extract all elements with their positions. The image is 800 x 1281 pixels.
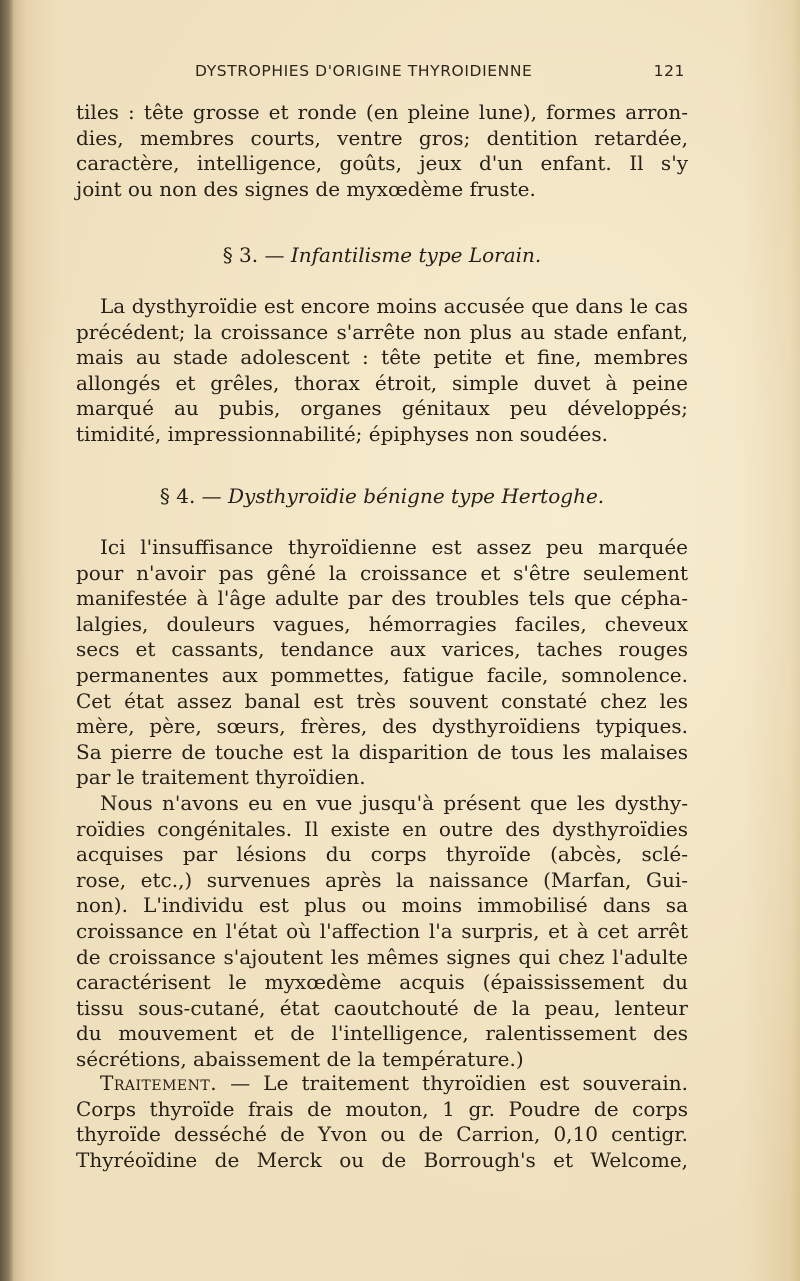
paragraph-section-4	[76, 535, 688, 1072]
text-line: mère, père, sœurs, frères, des dysthyroïdiens typiques.	[76, 714, 688, 739]
text-line: secs et cassants, tendance aux varices, taches rouges	[76, 637, 688, 662]
text-line: Corps thyroïde frais de mouton, 1 gr. Poudre de corps	[76, 1096, 688, 1121]
section-number: § 3. —	[222, 243, 285, 267]
text-line: précédent; la croissance s'arrête non plus au stade enfant,	[76, 319, 688, 344]
text-line: La dysthyroïdie est encore moins accusée que dans le cas	[100, 294, 688, 318]
text-line: lalgies, douleurs vagues, hémorragies faciles, cheveux	[76, 611, 688, 636]
text-line: thyroïde desséché de Yvon ou de Carrion, 0,10 centigr.	[76, 1122, 688, 1147]
text-line: Nous n'avons eu en vue jusqu'à présent que les dysthy-	[100, 790, 688, 815]
section-heading-3	[76, 242, 688, 268]
text-line: croissance en l'état où l'affection l'a surpris, et à cet arrêt	[76, 918, 688, 943]
traitement-intro: — Le traitement thyroïdien est souverain.	[217, 1071, 688, 1095]
page-number: 121	[653, 62, 685, 80]
book-spine-shadow	[0, 0, 14, 1281]
text-line: dies, membres courts, ventre gros; dentition retardée,	[76, 125, 688, 150]
running-title: DYSTROPHIES D'ORIGINE THYROIDIENNE	[195, 62, 533, 80]
text-line: rose, etc.,) survenues après la naissance (Marfan, Gui-	[76, 867, 688, 892]
text-line	[76, 1071, 688, 1097]
running-header	[195, 62, 685, 84]
text-line: caractère, intelligence, goûts, jeux d'un enfant. Il s'y	[76, 151, 688, 176]
text-line: joint ou non des signes de myxœdème fruste.	[76, 176, 536, 201]
text-line: Ici l'insuffisance thyroïdienne est assez peu marquée	[100, 535, 688, 559]
text-line: permanentes aux pommettes, fatigue facile, somnolence.	[76, 662, 688, 687]
text-line: du mouvement et de l'intelligence, ralentissement des	[76, 1021, 688, 1046]
traitement-label: Traitement.	[100, 1071, 218, 1095]
section-title: Infantilisme type Lorain.	[290, 243, 542, 267]
text-line: acquises par lésions du corps thyroïde (abcès, sclé-	[76, 842, 688, 867]
text-line: pour n'avoir pas gêné la croissance et s'être seulement	[76, 560, 688, 585]
text-line: Sa pierre de touche est la disparition de tous les malaises	[76, 739, 688, 764]
text-line: tiles : tête grosse et ronde (en pleine lune), formes arron-	[76, 100, 688, 124]
text-line: roïdies congénitales. Il existe en outre des dysthyroïdies	[76, 816, 688, 841]
text-line: Cet état assez banal est très souvent constaté chez les	[76, 688, 688, 713]
paragraph-section-3	[76, 294, 688, 448]
text-line: de croissance s'ajoutent les mêmes signes qui chez l'adulte	[76, 944, 688, 969]
section-number: § 4. —	[159, 484, 222, 508]
text-line: mais au stade adolescent : tête petite et fine, membres	[76, 345, 688, 370]
text-line: non). L'individu est plus ou moins immobilisé dans sa	[76, 893, 688, 918]
text-line: sécrétions, abaissement de la température.)	[76, 1046, 524, 1071]
text-line: Thyréoïdine de Merck ou de Borrough's et Welcome,	[76, 1147, 688, 1172]
section-title: Dysthyroïdie bénigne type Hertoghe.	[228, 484, 605, 508]
section-heading-4	[76, 483, 688, 509]
paragraph-intro	[76, 100, 688, 202]
text-line: marqué au pubis, organes génitaux peu développés;	[76, 396, 688, 421]
text-line: timidité, impressionnabilité; épiphyses non soudées.	[76, 421, 608, 446]
text-line: tissu sous-cutané, état caoutchouté de la peau, lenteur	[76, 995, 688, 1020]
text-line: manifestée à l'âge adulte par des troubles tels que cépha-	[76, 586, 688, 611]
text-line: caractérisent le myxœdème acquis (épaississement du	[76, 970, 688, 995]
text-line: allongés et grêles, thorax étroit, simple duvet à peine	[76, 370, 688, 395]
text-line: par le traitement thyroïdien.	[76, 765, 366, 790]
paragraph-traitement	[76, 1071, 688, 1173]
